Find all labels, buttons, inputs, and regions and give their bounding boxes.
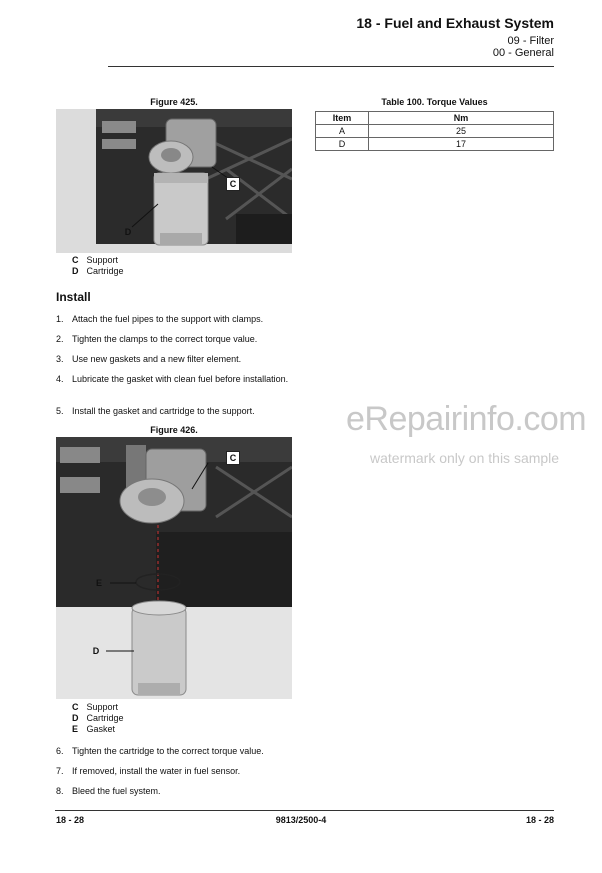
torque-table-caption: Table 100. Torque Values — [381, 97, 488, 107]
table-row — [316, 138, 554, 151]
figure-425-legend — [72, 255, 124, 277]
legend-item: E Gasket — [72, 724, 116, 734]
subsection-subtitle: 00 - General — [492, 47, 554, 59]
figure-426-caption: Figure 426. — [150, 425, 198, 435]
callout-e-label: E — [95, 578, 102, 588]
column-header-item: Item — [316, 112, 369, 125]
legend-item: C Support — [72, 255, 119, 265]
column-header-nm: Nm — [369, 112, 554, 125]
table-cell: A — [316, 125, 369, 138]
torque-table — [315, 111, 554, 151]
callout-c-label: C — [226, 451, 240, 465]
callout-d-label: D — [124, 227, 132, 237]
table-header-row — [316, 112, 554, 125]
table-cell: D — [316, 138, 369, 151]
legend-item: C Support — [72, 702, 119, 712]
legend-item: D Cartridge — [72, 266, 124, 276]
figure-426-illustration — [56, 437, 292, 699]
figure-425-caption: Figure 425. — [150, 97, 198, 107]
header-rule — [108, 66, 554, 67]
footer-page-right: 18 - 28 — [525, 815, 554, 825]
chapter-title: 18 - Fuel and Exhaust System — [356, 15, 554, 31]
filter-assembly-drawing — [56, 109, 292, 253]
figure-426-legend — [72, 702, 124, 735]
watermark-site: eRepairinfo.com — [346, 400, 587, 438]
footer-page-left: 18 - 28 — [56, 815, 85, 825]
figure-425-illustration — [56, 109, 292, 253]
install-heading: Install — [56, 290, 91, 304]
exploded-filter-drawing — [56, 437, 292, 699]
callout-d-label: D — [92, 646, 100, 656]
table-cell: 17 — [369, 138, 554, 151]
table-row — [316, 125, 554, 138]
table-cell: 25 — [369, 125, 554, 138]
footer-document-number: 9813/2500-4 — [275, 815, 327, 825]
callout-c-label: C — [226, 177, 240, 191]
section-subtitle: 09 - Filter — [507, 35, 554, 47]
legend-item: D Cartridge — [72, 713, 124, 723]
watermark-note: watermark only on this sample — [370, 450, 560, 466]
footer-rule — [55, 810, 554, 811]
